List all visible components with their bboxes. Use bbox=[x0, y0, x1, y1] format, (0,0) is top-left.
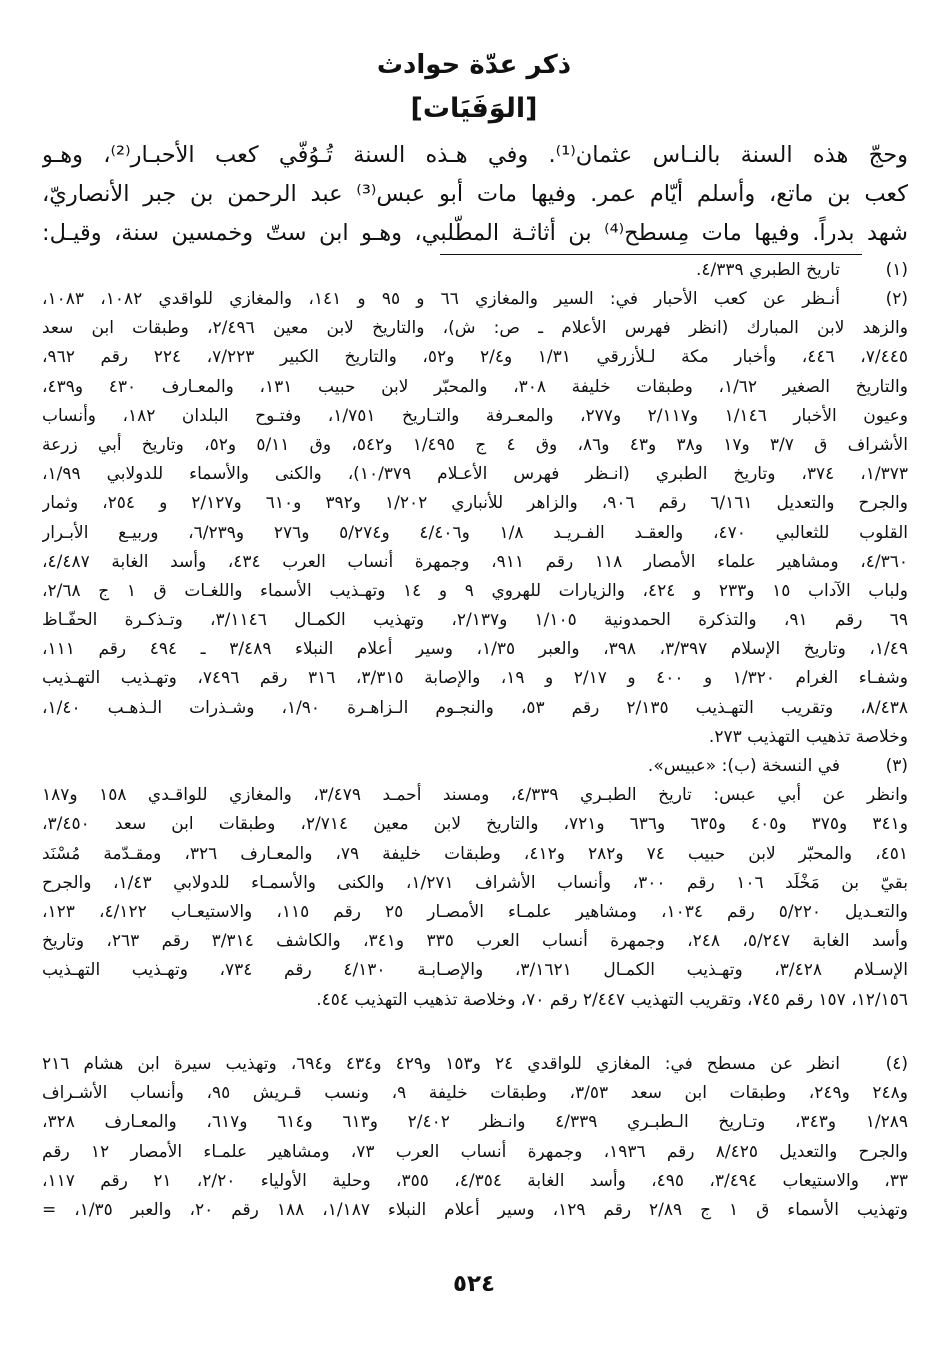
footnote-line: ٨/٤٣٨، وتقريب التهـذيب ٢/١٣٥ رقم ٥٣، والنجـوم الـزاهـرة ١/٩٠، وشـذرات الـذهـب ١/٤٠، bbox=[42, 697, 908, 718]
footnote-line: والزهد لابن المبارك (انظر فهرس الأعلام ـ ص: ش)، والتاريخ لابن معين ٢/٤٩٦، وطبقات ابن سعد bbox=[42, 318, 908, 339]
main-text bbox=[42, 136, 908, 253]
footnote-line: انظر عن مسطح في: المغازي للواقدي ٢٤ و١٥٣ و٤٢٩ و٤٣٤ و٦٩٤، وتهذيب سيرة ابن هشام ٢١٦ bbox=[42, 1054, 840, 1074]
footnote-line: ٤٥١، والمحبّر لابن حبيب ٧٤ و٢٨٢ و٤١٢، وطبقات خليفة ٧٩، والمعـارف ٣٢٦، ومقـدّمة مُسْنَد bbox=[42, 843, 908, 864]
footnote-line: وتهذيب الأسماء ق ١ ج ٢/٨٩ رقم ١٢٩، وسير أعلام النبلاء ١/١٨٧، ١٨٨ رقم ٢٠، والعبر ١/٣٥، = bbox=[42, 1199, 908, 1220]
footnote-line: تاريخ الطبري ٤/٣٣٩. bbox=[696, 260, 840, 280]
footnote-line: أنـظر عن كعب الأحبار في: السير والمغازي ٦٦ و ٩٥ و ١٤١، والمغازي للواقدي ١٠٨٢، ١٠٨٣، bbox=[42, 289, 840, 309]
footnote-number: (١) bbox=[885, 260, 908, 280]
footnote-line: والجرح والتعديل ٨/٤٢٥ رقم ١٩٣٦، وجمهرة أنساب العرب ٧٣، ومشاهير علمـاء الأمصار ١٢ رقم bbox=[42, 1141, 908, 1162]
footnote-line: ٦٩ رقم ٩١، والتذكرة الحمدونية ١/١٠٥ و٢/١٣٧، وتهذيب الكمـال ٣/١١٤٦، وتـذكـرة الحفّـاظ bbox=[42, 610, 908, 631]
footnote-number: (٤) bbox=[885, 1054, 908, 1074]
footnote-line: الأشراف ق ٣/٧ و١٧ و٣٨ و٤٣ و٨٦، وق ٤ ج ١/٤٩٥ و٥٤٢، وق ٥/١١ و٥٢، وتاريخ أبي زرعة bbox=[42, 434, 908, 455]
footnote-line: و٢٤٨ و٢٤٩، وطبقات ابن سعد ٣/٥٣، وطبقات خليفة ٩، ونسب قـريش ٩٥، وأنساب الأشـراف bbox=[42, 1083, 908, 1104]
footnote-line: ١/٤٩، وتاريخ الإسلام ٣/٣٩٧، ٣٩٨، والعبر ١/٣٥، وسير أعلام النبلاء ٣/٤٨٩ ـ ٤٩٤ رقم ١١١، bbox=[42, 639, 908, 660]
footnote-line: القلوب للثعالبي ٤٧٠، والعقـد الفـريـد ١/٨ و٤/٤٠٦ و٥/٢٧٤ و٢٧٦ و٦/٢٣٩، وربيـع الأبـرار bbox=[42, 522, 908, 543]
footnote-line: والجرح والتعديل ٦/١٦١ رقم ٩٠٦، والزاهر للأنباري ١/٢٠٢ و٣٩٢ و٦١٠ و٢/١٢٧ و ٢٥٤، وثمار bbox=[42, 493, 908, 514]
footnote-line: ١/٢٨٩ و٣٤٣، وتـاريخ الـطبـري ٤/٣٣٩ وانـظر ٢/٤٠٢ و٦١٣ و٦١٤ و٦١٧، والمعـارف ٣٢٨، bbox=[42, 1112, 908, 1133]
footnote-line: وخلاصة تذهيب التهذيب ٢٧٣. bbox=[708, 726, 908, 747]
footnote-line: وعيون الأخبار ١/١٤٦ و٢/١١٧ و٢٧٧، والمعـرفة والتـاريخ ١/٧٥١، وفتـوح البلدان ١٨٢، وأنساب bbox=[42, 405, 908, 426]
page-number: ٥٢٤ bbox=[452, 1271, 496, 1297]
footnote-line: في النسخة (ب): «عبيس». bbox=[647, 756, 840, 776]
footnote-4 bbox=[42, 1050, 908, 1225]
footnote-line: ولباب الآداب ١٥ و٢٣٣ و ٤٢٤، والزيارات للهروي ٩ و ١٤ وتهـذيب الأسماء واللغـات ق ١ ج ٢/٦٨، bbox=[42, 580, 908, 601]
footnote-line: ٧/٤٤٥، ٤٤٦، وأخبار مكة لـلأزرقي ١/٣١ و٢/٤ و٥٢، والتاريخ الكبير ٧/٢٢٣، ٢٢٤ رقم ٩٦٢، bbox=[42, 347, 908, 368]
footnote-line: والتاريخ الصغير ١/٦٢، وطبقات خليفة ٣٠٨، والمحبّر لابن حبيب ١٣١، والمعـارف ٤٣٠ و٤٣٩، bbox=[42, 376, 908, 397]
main-text-line: شهد بدراً. وفيها مات مِسطح⁽⁴⁾ بن أثاثـة المطّلبي، وهـو ابن ستّ وخمسين سنة، وقيـل: bbox=[42, 220, 908, 246]
footnote-number: (٢) bbox=[885, 289, 908, 309]
footnote-line: و٣٤١ و٣٧٥ و٤٠٥ و٦٣٥ و٦٣٦ و٧٢١، والتاريخ لابن معين ٢/٧١٤، وطبقات ابن سعد ٣/٤٥٠، bbox=[42, 814, 908, 835]
main-text-line: وحجّ هذه السنة بالنـاس عثمان⁽¹⁾. وفي هـذه السنة تُـوُفّي كعب الأحبـار⁽²⁾، وهـو bbox=[42, 142, 908, 168]
footnote-line: وانظر عن أبي عبس: تاريخ الطبـري ٤/٣٣٩، ومسند أحمـد ٣/٤٧٩، والمغازي للواقـدي ١٥٨ و١٨٧ bbox=[42, 785, 908, 806]
footnote-line: بقيّ بن مَخْلَد ١٠٦ رقم ٣٠٠، وأنساب الأشراف ١/٢٧١، والكنى والأسمـاء للدولابي ١/٤٣، والجرح bbox=[42, 872, 908, 893]
footnote-3 bbox=[42, 752, 908, 1015]
footnote-separator bbox=[440, 254, 862, 255]
footnote-line: ٤/٣٦٠، ومشاهير علماء الأمصار ١١٨ رقم ٩١١، وجمهرة أنساب العرب ٤٣٤، وأسد الغابة ٤/٤٨٧، bbox=[42, 551, 908, 572]
footnote-line: ١٢/١٥٦، ١٥٧ رقم ٧٤٥، وتقريب التهذيب ٢/٤٤٧ رقم ٧٠، وخلاصة تذهيب التهذيب ٤٥٤. bbox=[316, 989, 908, 1010]
footnote-2 bbox=[42, 285, 908, 752]
section-subtitle: [الوَفَيَات] bbox=[410, 93, 538, 124]
footnote-line: وشفـاء الغرام ١/٣٢٠ و ٤٠٠ و ٢/١٧ و ١٩، والإصابة ٣/٣١٥، ٣١٦ رقم ٧٤٩٦، وتهـذيب التهـذيب bbox=[42, 668, 908, 689]
footnote-line: وأسد الغابة ٥/٢٤٧، ٢٤٨، وجمهرة أنساب العرب ٣٣٥ و٣٤١، والكاشف ٣/٣١٤ رقم ٢٦٣، وتاريخ bbox=[42, 931, 908, 952]
footnote-line: والتعـديل ٥/٢٢٠ رقم ١٠٣٤، ومشاهير علمـاء الأمصـار ٢٥ رقم ١١٥، والاستيعـاب ٤/١٢٢، ١٢٣، bbox=[42, 901, 908, 922]
main-text-line: كعب بن ماتع، وأسلم أيّام عمر. وفيها مات أبو عبس⁽³⁾ عبد الرحمن بن جبر الأنصاريّ، bbox=[42, 181, 908, 207]
footnote-number: (٣) bbox=[885, 756, 908, 776]
footnote-1 bbox=[42, 256, 908, 285]
footnote-line: ٣٣، والاستيعاب ٣/٤٩٤، ٤٩٥، وأسد الغابة ٤/٣٥٤، ٣٥٥، وحلية الأولياء ٢/٢٠، ٢١ رقم ١١٧، bbox=[42, 1170, 908, 1191]
footnote-line: الإسـلام ٣/٤٢٨، وتهـذيب الكمـال ٣/١٦٢١، والإصـابـة ٤/١٣٠ رقم ٧٣٤، وتهـذيب التهـذيب bbox=[42, 960, 908, 981]
chapter-title: ذكر عدّة حوادث bbox=[376, 50, 572, 80]
footnote-line: ١/٣٧٣، ٣٧٤، وتاريخ الطبري (انـظر فهرس الأعـلام ١٠/٣٧٩)، والكنى والأسماء للدولابي ١/٩٩، bbox=[42, 464, 908, 485]
